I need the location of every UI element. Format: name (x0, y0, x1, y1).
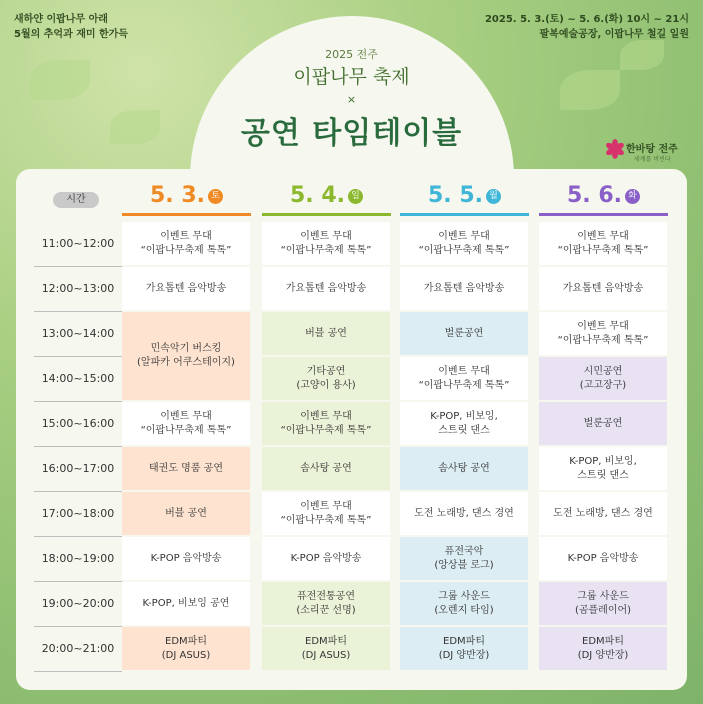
program-text: K-POP, 비보잉, (569, 455, 637, 467)
program-text: K-POP 음악방송 (567, 552, 639, 564)
program-text: 버블 공연 (305, 327, 347, 339)
program-cell (400, 627, 528, 670)
festival-name: 이팝나무 축제 (293, 66, 410, 88)
time-slot-label: 13:00~14:00 (41, 327, 115, 340)
weekday-badge: 월 (486, 189, 501, 204)
program-text: (고고장구) (579, 379, 627, 391)
time-column-header: 시간 (53, 192, 99, 208)
day-date: 5. 3. (150, 183, 205, 208)
program-text: K-POP, 비보잉 공연 (142, 597, 230, 609)
weekday-badge: 일 (348, 189, 363, 204)
day-header (122, 182, 251, 216)
program-cell (539, 492, 667, 535)
program-cell (122, 627, 250, 670)
time-slot-label: 20:00~21:00 (41, 642, 115, 655)
time-slot-label: 15:00~16:00 (41, 417, 115, 430)
program-text: 이벤트 무대 (438, 365, 490, 377)
program-cell (122, 447, 250, 490)
program-text: 시민공연 (583, 365, 623, 377)
program-cell (539, 312, 667, 355)
program-text: “이팝나무축제 톡톡” (280, 244, 372, 256)
program-text: “이팝나무축제 톡톡” (280, 514, 372, 526)
program-cell (262, 627, 390, 670)
program-text: EDM파티 (443, 635, 485, 647)
day-date: 5. 5. (428, 183, 483, 208)
program-text: K-POP 음악방송 (290, 552, 362, 564)
program-text: “이팝나무축제 톡톡” (557, 334, 649, 346)
time-slot-label: 17:00~18:00 (41, 507, 115, 520)
program-cell (122, 267, 250, 310)
program-cell (122, 402, 250, 445)
program-text: 스트릿 댄스 (438, 424, 490, 436)
flower-icon (604, 138, 626, 160)
time-slot-label: 11:00~12:00 (41, 237, 115, 250)
day-date: 5. 6. (567, 183, 622, 208)
program-cell (539, 267, 667, 310)
program-cell (262, 312, 390, 355)
program-cell (262, 222, 390, 265)
tagline (14, 12, 128, 42)
program-cell (122, 492, 250, 535)
weekday-badge: 화 (625, 189, 640, 204)
program-cell (262, 537, 390, 580)
program-cell (539, 582, 667, 625)
program-text: EDM파티 (582, 635, 624, 647)
program-text: “이팝나무축제 톡톡” (557, 244, 649, 256)
time-slot-label: 18:00~19:00 (41, 552, 115, 565)
logo-subtext: 세계를 비빈다 (634, 156, 671, 163)
program-text: 이벤트 무대 (438, 230, 490, 242)
day-header (400, 182, 529, 216)
program-text: 스트릿 댄스 (577, 469, 629, 481)
program-text: 가요톱텐 음악방송 (145, 282, 227, 294)
jeonju-logo (604, 136, 684, 166)
program-cell (539, 402, 667, 445)
time-slot-label: 12:00~13:00 (41, 282, 115, 295)
program-text: 이벤트 무대 (160, 230, 212, 242)
program-text: 도전 노래방, 댄스 경연 (553, 507, 653, 519)
program-cell (400, 312, 528, 355)
day-underline (400, 213, 529, 216)
tagline-line: 5월의 추억과 재미 한가득 (14, 29, 129, 40)
program-text: 민속악기 버스킹 (150, 343, 222, 354)
row-divider (34, 671, 122, 672)
program-text: “이팝나무축제 톡톡” (140, 424, 232, 436)
day-date: 5. 4. (290, 183, 345, 208)
day-header (262, 182, 391, 216)
program-cell (400, 222, 528, 265)
program-text: 이벤트 무대 (300, 230, 352, 242)
day-header (539, 182, 668, 216)
program-cell (122, 222, 250, 265)
program-cell (262, 492, 390, 535)
program-text: 벌룬공연 (583, 417, 623, 429)
program-text: K-POP 음악방송 (150, 552, 222, 564)
program-cell (400, 357, 528, 400)
program-cell (122, 582, 250, 625)
program-text: 이벤트 무대 (160, 410, 212, 422)
weekday-badge: 토 (208, 189, 223, 204)
program-text: “이팝나무축제 톡톡” (418, 244, 510, 256)
program-text: 이벤트 무대 (300, 410, 352, 422)
program-cell (400, 267, 528, 310)
program-cell (262, 357, 390, 400)
program-text: “이팝나무축제 톡톡” (140, 244, 232, 256)
program-cell (539, 222, 667, 265)
event-info (485, 12, 689, 42)
program-text: 가요톱텐 음악방송 (562, 282, 644, 294)
program-text: 이벤트 무대 (577, 320, 629, 332)
program-cell (539, 357, 667, 400)
program-cell (122, 537, 250, 580)
program-cell (122, 312, 250, 400)
cross-mark: × (346, 93, 357, 106)
program-text: “이팝나무축제 톡톡” (280, 424, 372, 436)
program-text: 그룹 사운드 (577, 590, 629, 602)
event-venue: 팔복예술공장, 이팝나무 철길 일원 (539, 29, 689, 40)
program-text: 태권도 명품 공연 (149, 462, 223, 474)
program-text: 도전 노래방, 댄스 경연 (414, 507, 514, 519)
program-text: (앙상블 로그) (434, 559, 494, 571)
program-text: 퓨전전통공연 (297, 590, 355, 602)
program-text: (고양이 용사) (296, 379, 356, 391)
program-cell (539, 447, 667, 490)
program-cell (262, 402, 390, 445)
time-slot-label: 14:00~15:00 (41, 372, 115, 385)
program-text: (DJ ASUS) (301, 649, 351, 661)
time-slot-label: 16:00~17:00 (41, 462, 115, 475)
program-text: 가요톱텐 음악방송 (423, 282, 505, 294)
program-text: (DJ ASUS) (161, 649, 211, 661)
program-text: (알파카 어쿠스테이지) (137, 357, 235, 368)
day-underline (122, 213, 251, 216)
program-text: (소리꾼 선명) (296, 604, 356, 616)
program-text: 솜사탕 공연 (438, 462, 490, 474)
day-underline (539, 213, 668, 216)
program-cell (400, 492, 528, 535)
program-cell (400, 402, 528, 445)
program-text: EDM파티 (165, 635, 207, 647)
program-text: EDM파티 (305, 635, 347, 647)
program-cell (262, 267, 390, 310)
program-text: (곰플레이어) (574, 604, 632, 616)
program-text: 이벤트 무대 (577, 230, 629, 242)
program-text: 이벤트 무대 (300, 500, 352, 512)
program-text: 솜사탕 공연 (300, 462, 352, 474)
time-slot-label: 19:00~20:00 (41, 597, 115, 610)
program-text: 가요톱텐 음악방송 (285, 282, 367, 294)
program-cell (539, 537, 667, 580)
logo-text: 한바탕 전주 (626, 144, 678, 155)
program-cell (400, 582, 528, 625)
program-text: (오렌지 타임) (434, 604, 494, 616)
program-text: 퓨전국악 (444, 545, 484, 557)
program-cell (400, 537, 528, 580)
tagline-line: 새하얀 이팝나무 아래 (14, 14, 108, 25)
festival-year: 2025 전주 (325, 48, 378, 61)
page-title: 공연 타임테이블 (240, 116, 463, 151)
day-underline (262, 213, 391, 216)
event-dates: 2025. 5. 3.(토) ~ 5. 6.(화) 10시 ~ 21시 (484, 14, 689, 25)
program-cell (400, 447, 528, 490)
program-text: (DJ 양반장) (438, 649, 490, 661)
program-text: 그룹 사운드 (438, 590, 490, 602)
program-text: 기타공연 (306, 365, 346, 377)
program-text: 벌룬공연 (444, 327, 484, 339)
program-cell (539, 627, 667, 670)
program-text: “이팝나무축제 톡톡” (418, 379, 510, 391)
program-text: 버블 공연 (165, 507, 207, 519)
program-cell (262, 582, 390, 625)
program-cell (262, 447, 390, 490)
program-text: (DJ 양반장) (577, 649, 629, 661)
program-text: K-POP, 비보잉, (430, 410, 498, 422)
